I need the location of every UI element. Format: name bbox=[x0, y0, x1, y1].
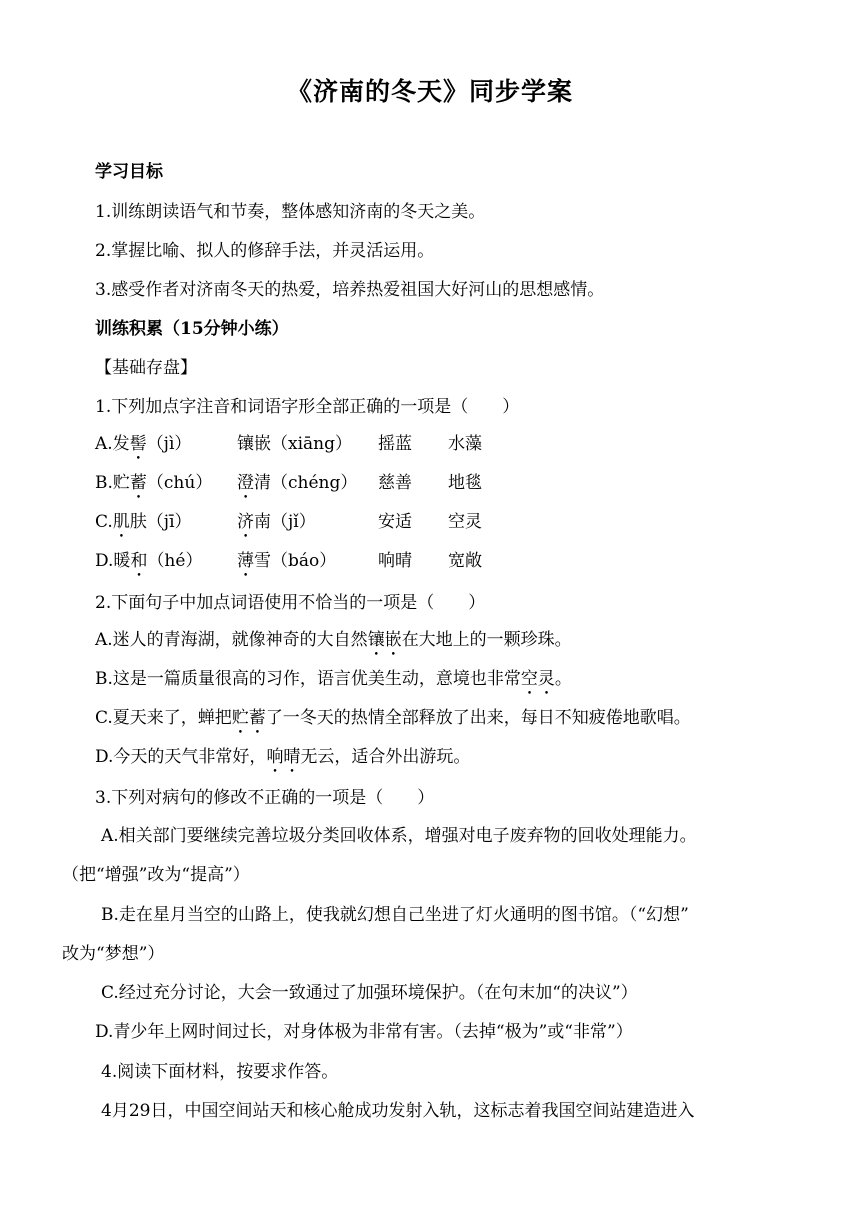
option-word-b: 薄雪（báo） bbox=[237, 551, 337, 571]
option-word-b: 济南（jǐ） bbox=[237, 512, 316, 532]
question-2-option-b: B.这是一篇质量很高的习作，语言优美生动，意境也非常空灵。 bbox=[95, 669, 572, 689]
question-3-option-a-note: （把“增强”改为“提高”） bbox=[62, 865, 250, 885]
question-2-option-a: A.迷人的青海湖，就像神奇的大自然镶嵌在大地上的一颗珍珠。 bbox=[95, 630, 572, 650]
option-word-c: 摇蓝 bbox=[378, 434, 412, 454]
dotted-char: 肌 bbox=[112, 512, 130, 532]
dotted-char: 济 bbox=[237, 512, 254, 532]
option-word-c: 慈善 bbox=[378, 473, 412, 493]
question-3-option-c: C.经过充分讨论，大会一致通过了加强环境保护。（在句末加“的决议”） bbox=[101, 983, 638, 1003]
objective-item: 2.掌握比喻、拟人的修辞手法，并灵活运用。 bbox=[95, 241, 435, 261]
dotted-char: 澄 bbox=[237, 473, 254, 493]
question-4-stem: 4.阅读下面材料，按要求作答。 bbox=[101, 1062, 339, 1082]
question-2-stem: 2.下面句子中加点词语使用不恰当的一项是（ ） bbox=[95, 593, 486, 613]
question-3-option-b-note: 改为“梦想”） bbox=[62, 944, 165, 964]
dotted-char: 髻 bbox=[129, 434, 147, 454]
dotted-word: 贮蓄 bbox=[231, 708, 266, 728]
question-2-option-c: C.夏天来了，蝉把贮蓄了一冬天的热情全部释放了出来，每日不知疲倦地歌唱。 bbox=[95, 708, 691, 728]
question-3-option-a: A.相关部门要继续完善垃圾分类回收体系，增强对电子废弃物的回收处理能力。 bbox=[101, 826, 697, 846]
objective-item: 3.感受作者对济南冬天的热爱，培养热爱祖国大好河山的思想感情。 bbox=[95, 280, 605, 300]
option-word-a: C.肌肤（jī） bbox=[95, 512, 192, 532]
dotted-word: 响晴 bbox=[266, 747, 301, 767]
question-3-option-d: D.青少年上网时间过长，对身体极为非常有害。（去掉“极为”或“非常”） bbox=[95, 1022, 633, 1042]
option-word-c: 响晴 bbox=[378, 551, 412, 571]
option-word-d: 地毯 bbox=[448, 473, 482, 493]
option-word-b: 镶嵌（xiāng） bbox=[237, 434, 352, 454]
option-word-a: A.发髻（jì） bbox=[95, 434, 192, 454]
dotted-char: 薄 bbox=[237, 551, 254, 571]
dotted-char: 蓄 bbox=[129, 473, 147, 493]
objectives-heading: 学习目标 bbox=[95, 162, 163, 182]
basics-heading: 【基础存盘】 bbox=[95, 358, 197, 378]
option-word-c: 安适 bbox=[378, 512, 412, 532]
objective-item: 1.训练朗读语气和节奏，整体感知济南的冬天之美。 bbox=[95, 202, 486, 222]
dotted-word: 空灵 bbox=[520, 669, 555, 689]
question-4-text: 4月29日，中国空间站天和核心舱成功发射入轨，这标志着我国空间站建造进入 bbox=[101, 1101, 695, 1121]
option-word-d: 宽敞 bbox=[448, 551, 482, 571]
option-word-a: B.贮蓄（chú） bbox=[95, 473, 213, 493]
question-1-option-b bbox=[95, 472, 735, 494]
dotted-word: 镶嵌 bbox=[367, 630, 402, 650]
dotted-char: 和 bbox=[130, 551, 148, 571]
question-1-option-a bbox=[95, 433, 735, 455]
question-3-option-b: B.走在星月当空的山路上，使我就幻想自己坐进了灯火通明的图书馆。（“幻想” bbox=[101, 905, 689, 925]
question-3-stem: 3.下列对病句的修改不正确的一项是（ ） bbox=[95, 788, 435, 808]
question-1-stem: 1.下列加点字注音和词语字形全部正确的一项是（ ） bbox=[95, 397, 520, 417]
option-word-d: 水藻 bbox=[448, 434, 482, 454]
practice-heading: 训练积累（15分钟小练） bbox=[95, 319, 289, 339]
option-word-a: D.暖和（hé） bbox=[95, 551, 203, 571]
question-2-option-d: D.今天的天气非常好，响晴无云，适合外出游玩。 bbox=[95, 747, 471, 767]
question-1-option-d bbox=[95, 550, 735, 572]
page-title: 《济南的冬天》同步学案 bbox=[286, 77, 573, 106]
question-1-option-c bbox=[95, 511, 735, 533]
option-word-d: 空灵 bbox=[448, 512, 482, 532]
option-word-b: 澄清（chéng） bbox=[237, 473, 358, 493]
